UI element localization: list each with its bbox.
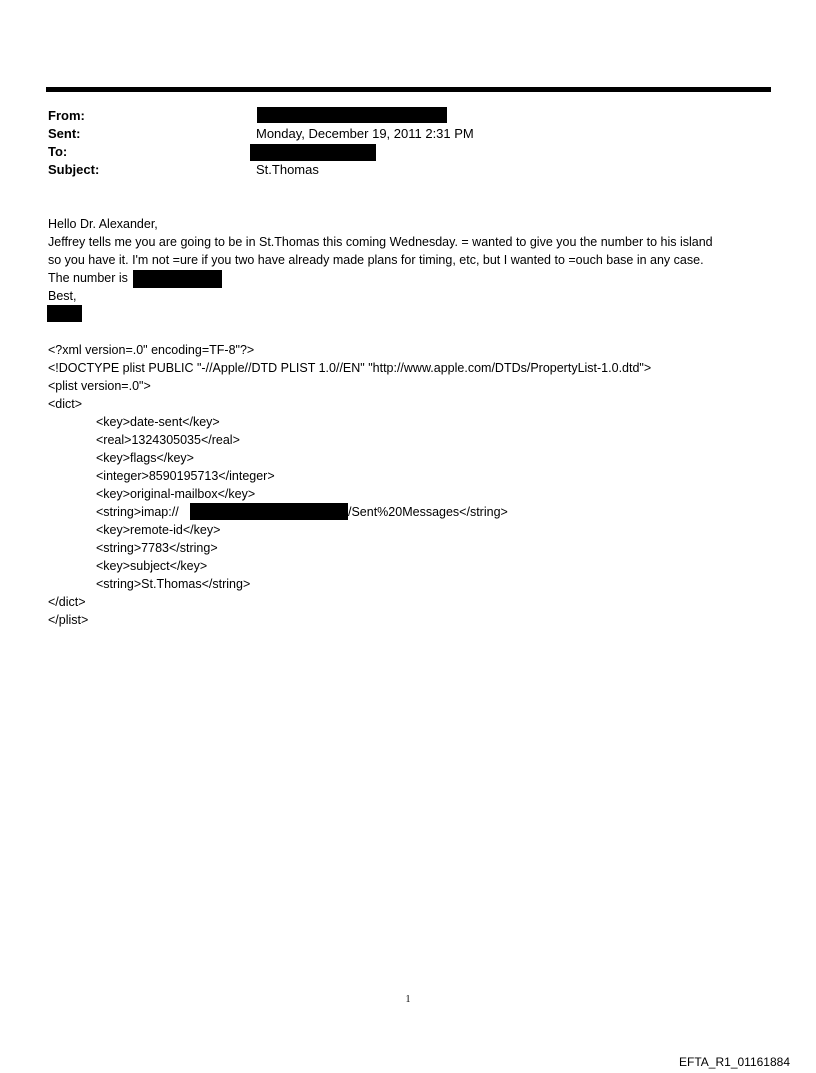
signature-redaction [47,305,82,322]
xml-key-flags: <key>flags</key> [96,451,194,465]
xml-plist-close: </plist> [48,613,89,627]
page-number: 1 [405,994,411,1005]
xml-mailbox-string-end: /Sent%20Messages</string> [348,505,508,519]
sent-value: Monday, December 19, 2011 2:31 PM [256,126,474,141]
body-line-2: so you have it. I'm not =ure if you two have already made plans for timing, etc, but I wanted to =ouch base in any case. [48,253,704,267]
body-line-3: The number is [48,271,128,285]
xml-key-original-mailbox: <key>original-mailbox</key> [96,487,256,501]
mailbox-redaction [190,503,348,520]
from-redaction [257,107,447,123]
xml-key-subject: <key>subject</key> [96,559,208,573]
xml-mailbox-string-start: <string>imap:// [96,505,179,519]
xml-dict-open: <dict> [48,397,83,411]
xml-integer-value: <integer>8590195713</integer> [96,469,275,483]
subject-label: Subject: [48,162,100,177]
body-line-1: Jeffrey tells me you are going to be in St.Thomas this coming Wednesday. = wanted to give you the number to his island [48,235,713,249]
greeting-text: Hello Dr. Alexander, [48,217,158,231]
xml-plist-open: <plist version=.0"> [48,379,151,393]
phone-redaction [133,270,222,288]
xml-subject-value: <string>St.Thomas</string> [96,577,251,591]
from-label: From: [48,108,85,123]
xml-real-value: <real>1324305035</real> [96,433,240,447]
header-rule [46,87,771,92]
to-redaction [250,144,376,161]
xml-declaration: <?xml version=.0" encoding=TF-8"?> [48,343,255,357]
bates-number: EFTA_R1_01161884 [679,1055,790,1069]
subject-value: St.Thomas [256,162,319,177]
xml-dict-close: </dict> [48,595,86,609]
xml-doctype: <!DOCTYPE plist PUBLIC "-//Apple//DTD PLIST 1.0//EN" "http://www.apple.com/DTDs/PropertyList-1.0.dtd"> [48,361,652,375]
xml-key-date-sent: <key>date-sent</key> [96,415,220,429]
closing-text: Best, [48,289,77,303]
xml-remote-id-value: <string>7783</string> [96,541,218,555]
to-label: To: [48,144,68,159]
sent-label: Sent: [48,126,81,141]
xml-key-remote-id: <key>remote-id</key> [96,523,221,537]
